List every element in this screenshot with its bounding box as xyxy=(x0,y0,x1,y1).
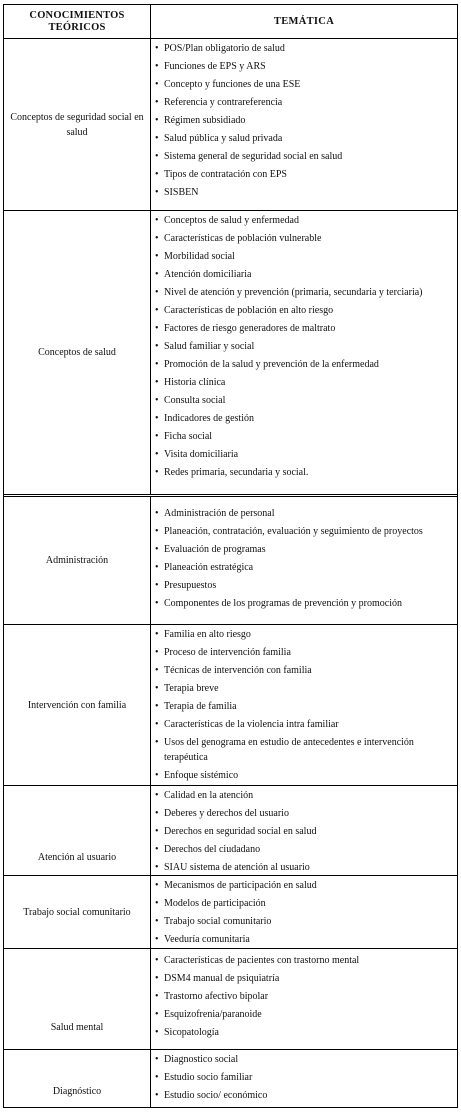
table-row xyxy=(4,949,457,1050)
table-row xyxy=(4,625,457,786)
concept-cell: Conceptos de seguridad social en salud xyxy=(4,39,151,210)
bullet-icon: • xyxy=(155,647,159,658)
list-item: • Características de la violencia intra familiar xyxy=(155,716,453,734)
list-item: • Referencia y contrareferencia xyxy=(155,94,453,112)
bullet-icon: • xyxy=(155,1054,159,1065)
list-item: • Trastorno afectivo bipolar xyxy=(155,988,453,1006)
topics-cell xyxy=(151,949,457,1049)
bullet-icon: • xyxy=(155,790,159,801)
list-item: • Estudio socio familiar xyxy=(155,1069,453,1087)
list-item: • Concepto y funciones de una ESE xyxy=(155,76,453,94)
topics-table xyxy=(3,4,458,1108)
topics-cell xyxy=(151,211,457,494)
list-item: • Técnicas de intervención con familia xyxy=(155,662,453,680)
bullet-icon: • xyxy=(155,562,159,573)
bullet-icon: • xyxy=(155,151,159,162)
bullet-icon: • xyxy=(155,359,159,370)
bullet-icon: • xyxy=(155,808,159,819)
list-item: • Usos del genograma en estudio de antecedentes e intervención terapéutica xyxy=(155,737,414,763)
list-item: • Factores de riesgo generadores de maltrato xyxy=(155,320,453,338)
bullet-icon: • xyxy=(155,251,159,262)
topics-cell xyxy=(151,497,457,624)
list-item: • Consulta social xyxy=(155,392,453,410)
bullet-icon: • xyxy=(155,187,159,198)
bullet-icon: • xyxy=(155,215,159,226)
topics-cell xyxy=(151,625,457,785)
bullet-icon: • xyxy=(155,133,159,144)
header-theoretical-knowledge: CONOCIMIENTOS TEÓRICOS xyxy=(4,5,151,38)
bullet-icon: • xyxy=(155,1072,159,1083)
list-item: • Terapia breve xyxy=(155,680,453,698)
table-row xyxy=(4,497,457,625)
bullet-icon: • xyxy=(155,844,159,855)
list-item: • Administración de personal xyxy=(155,505,453,523)
list-item: • Esquizofrenia/paranoide xyxy=(155,1006,453,1024)
bullet-icon: • xyxy=(155,413,159,424)
list-item: • Planeación, contratación, evaluación y seguimiento de proyectos xyxy=(155,523,453,541)
list-item: • Presupuestos xyxy=(155,577,453,595)
list-item: • Salud familiar y social xyxy=(155,338,453,356)
list-item: • SIAU sistema de atención al usuario xyxy=(155,859,453,877)
list-item: • Derechos del ciudadano xyxy=(155,841,453,859)
bullet-icon: • xyxy=(155,719,159,730)
concept-cell: Trabajo social comunitario xyxy=(4,876,151,948)
topics-cell xyxy=(151,39,457,210)
bullet-icon: • xyxy=(155,1090,159,1101)
bullet-icon: • xyxy=(155,701,159,712)
list-item: • Atención domiciliaria xyxy=(155,266,453,284)
bullet-icon: • xyxy=(155,395,159,406)
list-item: • Salud pública y salud privada xyxy=(155,130,453,148)
list-item: • Enfoque sistémico xyxy=(155,767,453,785)
bullet-icon: • xyxy=(155,305,159,316)
list-item: • Historia clínica xyxy=(155,374,453,392)
topics-cell xyxy=(151,876,457,948)
bullet-icon: • xyxy=(155,287,159,298)
bullet-icon: • xyxy=(155,580,159,591)
bullet-icon: • xyxy=(155,115,159,126)
bullet-icon: • xyxy=(155,826,159,837)
list-item: • Familia en alto riesgo xyxy=(155,626,453,644)
list-item: • Visita domiciliaria xyxy=(155,446,453,464)
list-item: • Conceptos de salud y enfermedad xyxy=(155,212,453,230)
list-item: • Diagnostico social xyxy=(155,1051,453,1069)
list-item: • Deberes y derechos del usuario xyxy=(155,805,453,823)
bullet-icon: • xyxy=(155,97,159,108)
bullet-icon: • xyxy=(155,323,159,334)
list-item: • DSM4 manual de psiquiatría xyxy=(155,970,453,988)
concept-cell: Salud mental xyxy=(4,949,151,1049)
bullet-icon: • xyxy=(155,955,159,966)
list-item: • Características de población vulnerable xyxy=(155,230,453,248)
bullet-icon: • xyxy=(155,449,159,460)
list-item: • Régimen subsidiado xyxy=(155,112,453,130)
table-row xyxy=(4,786,457,876)
concept-cell: Administración xyxy=(4,497,151,624)
bullet-icon: • xyxy=(155,508,159,519)
bullet-icon: • xyxy=(155,934,159,945)
bullet-icon: • xyxy=(155,598,159,609)
bullet-icon: • xyxy=(155,61,159,72)
bullet-icon: • xyxy=(155,862,159,873)
list-item: • Modelos de participación xyxy=(155,895,453,913)
bullet-icon: • xyxy=(155,43,159,54)
topics-cell xyxy=(151,1050,457,1107)
list-item: • Planeación estratégica xyxy=(155,559,453,577)
bullet-icon: • xyxy=(155,233,159,244)
list-item: • Estudio socio/ económico xyxy=(155,1087,453,1105)
list-item: • Funciones de EPS y ARS xyxy=(155,58,453,76)
bullet-icon: • xyxy=(155,431,159,442)
bullet-icon: • xyxy=(155,341,159,352)
bullet-icon: • xyxy=(155,880,159,891)
bullet-icon: • xyxy=(155,526,159,537)
list-item: • SISBEN xyxy=(155,184,453,202)
bullet-icon: • xyxy=(155,737,159,748)
table-row xyxy=(4,211,457,497)
list-item: • Morbilidad social xyxy=(155,248,453,266)
list-item: • Calidad en la atención xyxy=(155,787,453,805)
table-header xyxy=(4,5,457,39)
list-item: • Veeduría comunitaria xyxy=(155,931,453,949)
topics-cell xyxy=(151,786,457,875)
list-item: • Características de población en alto riesgo xyxy=(155,302,453,320)
bullet-icon: • xyxy=(155,467,159,478)
bullet-icon: • xyxy=(155,377,159,388)
table-row xyxy=(4,876,457,949)
concept-cell: Intervención con familia xyxy=(4,625,151,785)
list-item: • Nivel de atención y prevención (primaria, secundaria y terciaria) xyxy=(155,287,423,298)
list-item: • Promoción de la salud y prevención de la enfermedad xyxy=(155,356,453,374)
bullet-icon: • xyxy=(155,973,159,984)
list-item: • Sistema general de seguridad social en salud xyxy=(155,148,453,166)
list-item: • POS/Plan obligatorio de salud xyxy=(155,40,453,58)
bullet-icon: • xyxy=(155,1009,159,1020)
list-item: • Mecanismos de participación en salud xyxy=(155,877,453,895)
bullet-icon: • xyxy=(155,665,159,676)
bullet-icon: • xyxy=(155,544,159,555)
list-item: • Indicadores de gestión xyxy=(155,410,453,428)
bullet-icon: • xyxy=(155,898,159,909)
bullet-icon: • xyxy=(155,991,159,1002)
table-row xyxy=(4,39,457,211)
list-item: • Redes primaria, secundaria y social. xyxy=(155,464,453,482)
list-item: • Tipos de contratación con EPS xyxy=(155,166,453,184)
bullet-icon: • xyxy=(155,683,159,694)
bullet-icon: • xyxy=(155,1027,159,1038)
list-item: • Trabajo social comunitario xyxy=(155,913,453,931)
concept-cell: Diagnóstico xyxy=(4,1050,151,1107)
bullet-icon: • xyxy=(155,169,159,180)
table-row xyxy=(4,1050,457,1107)
bullet-icon: • xyxy=(155,770,159,781)
list-item: • Ficha social xyxy=(155,428,453,446)
list-item: • Componentes de los programas de prevención y promoción xyxy=(155,595,453,613)
header-topics: TEMÁTICA xyxy=(273,16,335,27)
bullet-icon: • xyxy=(155,629,159,640)
concept-cell: Conceptos de salud xyxy=(4,211,151,494)
list-item: • Terapia de familia xyxy=(155,698,453,716)
list-item: • Sicopatología xyxy=(155,1024,453,1042)
list-item: • Evaluación de programas xyxy=(155,541,453,559)
bullet-icon: • xyxy=(155,269,159,280)
bullet-icon: • xyxy=(155,916,159,927)
list-item: • Características de pacientes con trastorno mental xyxy=(155,952,453,970)
list-item: • Proceso de intervención familia xyxy=(155,644,453,662)
concept-cell: Atención al usuario xyxy=(4,786,151,875)
bullet-icon: • xyxy=(155,79,159,90)
list-item: • Derechos en seguridad social en salud xyxy=(155,823,453,841)
